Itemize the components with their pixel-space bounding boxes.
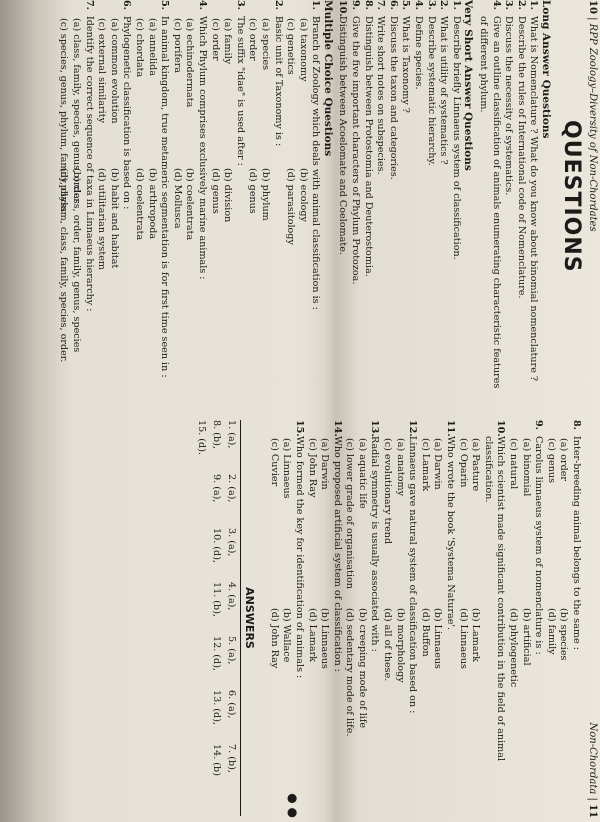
- option: (d) genus: [247, 168, 259, 214]
- question-number: 6.: [387, 0, 399, 11]
- question-item: [437, 0, 450, 400]
- left-body: [57, 0, 554, 400]
- option: (c) genetics: [285, 18, 297, 75]
- option: (c) porifera: [171, 18, 183, 74]
- option: (b) species: [558, 608, 570, 661]
- question-item: [158, 0, 171, 400]
- question-number: 8.: [571, 420, 582, 431]
- question-number: 10.: [337, 0, 349, 17]
- option: (d) all of these.: [382, 608, 394, 682]
- question-item: [424, 0, 437, 400]
- answer-entry: 7. (b),: [225, 744, 237, 773]
- option: (b) coelentrata: [184, 168, 196, 241]
- question-item: [195, 0, 208, 400]
- mcq-list-left: [57, 0, 321, 400]
- question-text: Linnaeus gave natural system of classification based on :: [407, 436, 419, 714]
- options-grid: [381, 420, 406, 816]
- question-number: 2.: [272, 0, 284, 11]
- answer-entry: 10. (d),: [210, 528, 222, 563]
- question-number: 3.: [234, 0, 246, 11]
- question-text: The suffix "idae" is used after :: [234, 16, 246, 166]
- option: (d) parasitology: [285, 168, 297, 245]
- answer-entry: 15. (d).: [196, 420, 208, 455]
- option: (b) Lamark: [470, 608, 482, 662]
- question-text: Describe the rules of International code of Nomenclature.: [515, 16, 527, 299]
- answer-entry: 5. (a),: [225, 636, 237, 665]
- option: (a) Linnaeus: [281, 438, 293, 499]
- question-text: Write short notes on subspecies.: [375, 16, 387, 175]
- option: (b) ecology: [297, 168, 309, 222]
- question-item: [309, 0, 322, 400]
- option: (a) species: [259, 18, 271, 71]
- option: (a) class, family, species, genus, order: [71, 18, 83, 203]
- question-item: [502, 0, 515, 400]
- question-text: What is utility of systematics ?: [438, 16, 450, 165]
- answer-entry: 8. (b),: [210, 420, 222, 449]
- question-number: 13.: [369, 420, 381, 437]
- option: (d) genus: [209, 168, 221, 214]
- question-item: [514, 0, 527, 400]
- option: (a) order: [558, 438, 570, 482]
- question-item: [527, 0, 540, 400]
- answers-heading: ANSWERS: [243, 587, 257, 649]
- options-grid: [343, 420, 368, 816]
- options-grid: [284, 0, 309, 400]
- question-item: [443, 420, 456, 816]
- question-item: [336, 0, 349, 400]
- question-text: Who proposed artificial system of classification :: [331, 436, 343, 673]
- right-body: [195, 420, 582, 816]
- question-item: [82, 0, 95, 400]
- option: (d) utilitarian system: [96, 168, 108, 270]
- answer-entry: 9. (a),: [210, 474, 222, 503]
- option: (d) Lamark: [306, 608, 318, 662]
- question-text: Discuss the necessity of systematics.: [503, 16, 515, 196]
- option: (b) Wallace: [281, 608, 293, 663]
- question-number: 5.: [159, 0, 171, 11]
- option: (a) aquatic life: [356, 438, 368, 509]
- answer-entry: 13. (d),: [210, 690, 222, 725]
- question-item: [330, 420, 343, 816]
- question-text: In animal kingdom, true metameric segmentation is for first time seen in :: [159, 16, 171, 378]
- options-grid: [544, 420, 569, 816]
- short-answer-list: [336, 0, 462, 400]
- question-item: [349, 0, 362, 400]
- question-text: Which Phylum comprises exclusively marine animals :: [196, 16, 208, 280]
- question-text: Carolus linnaeus system of nomenclature is :: [533, 436, 545, 655]
- long-answer-list: [476, 0, 539, 400]
- question-number: 12.: [407, 420, 419, 437]
- options-grid: [267, 420, 292, 816]
- option: (c) genus: [545, 438, 557, 484]
- option: (b) Linnaeus: [319, 608, 331, 669]
- option: (c) species, genus, phylum, family, class: [58, 18, 70, 212]
- question-text: Discuss the taxon and categories.: [387, 16, 399, 180]
- question-number: 4.: [413, 0, 425, 11]
- answer-entry: 12. (d),: [210, 636, 222, 671]
- option: (d) Mollusca: [171, 168, 183, 229]
- short-answer-heading: Very Short Answer Questions: [462, 0, 475, 171]
- question-number: 2.: [515, 0, 527, 11]
- option: (c) John Ray: [306, 438, 318, 498]
- left-running-title: RPP Zoology–Diversity of Non-Chordates: [587, 23, 598, 232]
- question-item: [406, 420, 419, 816]
- question-text: Describe systematic hierarchy.: [425, 16, 437, 166]
- question-text: Basic unit of Taxonomy is :: [272, 16, 284, 147]
- page-title: QUESTIONS: [559, 120, 584, 273]
- question-text: Which scientist made significant contribution in the field of animal classification.: [482, 436, 507, 762]
- answer-key-grid: [195, 420, 237, 816]
- option: (a) common evolution: [108, 18, 120, 124]
- mcq-heading: Multiple Choice Questions: [321, 0, 334, 157]
- option: (c) Oparin: [457, 438, 469, 488]
- option: (a) Darwin: [319, 438, 331, 490]
- question-item: [569, 420, 582, 816]
- right-page: [0, 420, 600, 822]
- question-number: 5.: [400, 0, 412, 11]
- question-text: Inter-breeding animal belongs to the same :: [571, 436, 582, 650]
- question-text: What is Taxonomy ?: [400, 16, 412, 113]
- option: (d) phylum, class, family, species, order.: [58, 168, 70, 363]
- question-text: Distinguish between Protostomia and Deuterostomia.: [362, 16, 374, 277]
- option: (a) Darwin: [432, 438, 444, 490]
- option: (a) annelida: [146, 18, 158, 77]
- option: (d) Buffon: [419, 608, 431, 657]
- question-number: 8.: [362, 0, 374, 11]
- option: (b) Linnaeus: [432, 608, 444, 669]
- option: (d) John Ray: [268, 608, 280, 669]
- question-number: 7.: [83, 0, 95, 11]
- option: (a) Pasture: [470, 438, 482, 492]
- option: (c) evolutionary trend: [382, 438, 394, 545]
- question-number: 4.: [490, 0, 502, 11]
- question-item: [292, 420, 305, 816]
- right-running-head: Non-Chordata | 11: [587, 722, 598, 818]
- question-number: 9.: [350, 0, 362, 11]
- question-text: Give the five important characters of Phylum Protozoa.: [350, 16, 362, 285]
- answers-section: [195, 420, 255, 816]
- question-item: [411, 0, 424, 400]
- question-text: Phylogenetic classification is based on :: [121, 16, 133, 210]
- question-text: Define species.: [413, 16, 425, 90]
- options-grid: [418, 420, 443, 816]
- answer-entry: 1. (a),: [225, 420, 237, 449]
- option: (a) taxonomy: [297, 18, 309, 82]
- question-item: [120, 0, 133, 400]
- question-text: Distinguish between Acoelomate and Coelomate.: [337, 16, 349, 255]
- question-item: [368, 420, 381, 816]
- left-page: [0, 0, 600, 400]
- option: (c) natural: [508, 438, 520, 490]
- option: (c) order: [209, 18, 221, 61]
- option: (b) phylum: [259, 168, 271, 221]
- option: (a) family: [222, 18, 234, 65]
- question-number: 1.: [310, 0, 322, 11]
- option: (d) family: [545, 608, 557, 655]
- mcq-list-right: [267, 420, 582, 816]
- answer-entry: 3. (a),: [225, 528, 237, 557]
- answer-entry: 14. (b): [210, 744, 222, 776]
- question-item: [233, 0, 246, 400]
- option: (a) binomial: [520, 438, 532, 497]
- question-item: [374, 0, 387, 400]
- answer-entry: 2. (a),: [225, 474, 237, 503]
- option: (b) division: [222, 168, 234, 223]
- question-number: 14.: [331, 420, 343, 437]
- question-item: [481, 420, 506, 816]
- option: (d) sedentary mode of life.: [344, 608, 356, 737]
- question-item: [386, 0, 399, 400]
- option: (c) Lamark: [419, 438, 431, 492]
- option: (c) chordata: [134, 18, 145, 78]
- options-grid: [132, 0, 157, 400]
- option: (b) creeping mode of life: [356, 608, 368, 729]
- long-answer-heading: Long Answer Questions: [540, 0, 552, 139]
- question-number: 3.: [503, 0, 515, 11]
- option: (c) lower grade of organisation: [344, 438, 356, 589]
- answer-entry: 6. (a),: [225, 690, 237, 719]
- bullet-dots: ● ●: [286, 793, 300, 818]
- question-number: 1.: [450, 0, 462, 11]
- question-number: 4.: [196, 0, 208, 11]
- question-item: [449, 0, 462, 400]
- question-number: 15.: [293, 420, 305, 437]
- question-number: 1.: [528, 0, 540, 11]
- question-number: 7.: [375, 0, 387, 11]
- question-number: 6.: [121, 0, 133, 11]
- options-grid: [246, 0, 271, 400]
- option: (b) arthropoda: [146, 168, 158, 240]
- question-text: Branch of Zoology which deals with animal classification is :: [310, 16, 322, 310]
- options-grid: [95, 0, 120, 400]
- option: (a) anatomy: [394, 438, 406, 497]
- options-grid: [208, 0, 233, 400]
- right-running-title: Non-Chordata: [587, 722, 598, 795]
- question-number: 9.: [533, 420, 545, 431]
- option: (d) coelentrata: [134, 168, 145, 241]
- options-grid: [456, 420, 481, 816]
- option: (c) Cuvier: [268, 438, 280, 487]
- option: (d) phylogenetic: [508, 608, 520, 688]
- question-text: Describe briefly Linnaeus system of classification.: [450, 16, 462, 260]
- question-text: Give an outline classification of animals enumerating characteristic features of different phylum.: [478, 16, 502, 389]
- left-running-head: 10 | RPP Zoology–Diversity of Non-Chordates: [587, 0, 598, 232]
- options-grid: [170, 0, 195, 400]
- question-item: [476, 0, 501, 400]
- question-item: [271, 0, 284, 400]
- question-text: Identify the correct sequence of taxa in Linnaeus hierarchy :: [83, 16, 95, 312]
- question-item: [399, 0, 412, 400]
- question-number: 11.: [445, 420, 457, 437]
- option: (b) artificial: [520, 608, 532, 666]
- option: (a) echinodermata: [184, 18, 196, 108]
- options-grid: [305, 420, 330, 816]
- option: (c) order: [247, 18, 259, 61]
- options-grid: [506, 420, 531, 816]
- question-text: What is Nomenclature ? What do you know about binomial nomenclature ?: [528, 16, 540, 382]
- question-text: Who wrote the book 'Systema Naturae'.: [445, 436, 457, 631]
- option: (b) class, order, family, genus, species: [71, 168, 83, 353]
- question-text: Radial symmetry is usually associated with :: [369, 436, 381, 652]
- question-item: [361, 0, 374, 400]
- option: (b) habit and habitat: [108, 168, 120, 269]
- answer-entry: 4. (a),: [225, 582, 237, 611]
- question-number: 10.: [495, 420, 507, 437]
- answer-entry: 11. (b),: [210, 582, 222, 617]
- question-text: Who formed the key for identification of animals :: [293, 436, 305, 679]
- options-grid: [57, 0, 82, 400]
- right-page-number: 11: [587, 804, 598, 818]
- left-page-number: 10: [587, 0, 598, 14]
- option: (b) morphology: [394, 608, 406, 683]
- answers-divider: [240, 420, 241, 816]
- option: (d) Linnaeus: [457, 608, 469, 669]
- option: (c) external similarity: [96, 18, 108, 124]
- question-number: 3.: [425, 0, 437, 11]
- question-item: [532, 420, 545, 816]
- question-number: 2.: [438, 0, 450, 11]
